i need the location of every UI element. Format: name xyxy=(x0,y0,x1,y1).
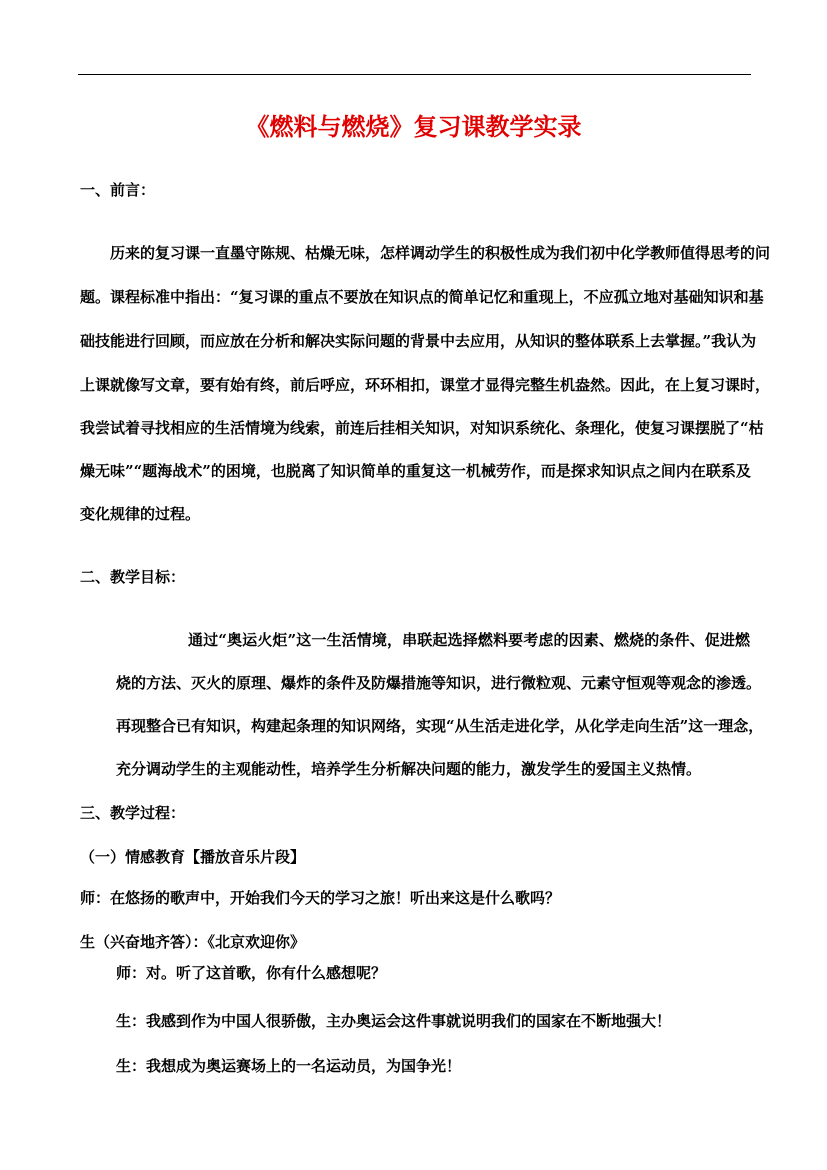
preface-line: 我尝试着寻找相应的生活情境为线索，前连后挂相关知识，对知识系统化、条理化，使复习课摆脱了“枯 xyxy=(80,419,764,437)
preface-line: 题。课程标准中指出：“复习课的重点不要放在知识点的简单记忆和重现上，不应孤立地对基础知识和基 xyxy=(80,288,764,306)
document-title: 《燃料与燃烧》复习课教学实录 xyxy=(245,112,582,141)
process-subheading: （一）情感教育【播放音乐片段】 xyxy=(80,848,306,866)
section-heading-preface: 一、前言： xyxy=(80,181,156,199)
dialogue-line: 师：在悠扬的歌声中，开始我们今天的学习之旅！听出来这是什么歌吗？ xyxy=(80,889,561,907)
goal-line: 通过“奥运火炬”这一生活情境，串联起选择燃料要考虑的因素、燃烧的条件、促进燃 xyxy=(188,631,750,649)
goal-line: 烧的方法、灭火的原理、爆炸的条件及防爆措施等知识，进行微粒观、元素守恒观等观念的渗透。 xyxy=(116,674,762,692)
dialogue-line: 生：我想成为奥运赛场上的一名运动员，为国争光！ xyxy=(116,1057,462,1075)
header-rule xyxy=(78,74,751,75)
preface-line: 历来的复习课一直墨守陈规、枯燥无味，怎样调动学生的积极性成为我们初中化学教师值得思考的问 xyxy=(110,244,771,262)
preface-line: 变化规律的过程。 xyxy=(80,505,201,523)
goal-line: 再现整合已有知识，构建起条理的知识网络，实现“从生活走进化学，从化学走向生活”这一理念， xyxy=(116,717,764,735)
dialogue-line: 师：对。听了这首歌，你有什么感想呢？ xyxy=(116,964,387,982)
dialogue-line: 生（兴奋地齐答）：《北京欢迎你》 xyxy=(80,933,306,951)
preface-line: 础技能进行回顾，而应放在分析和解决实际问题的背景中去应用，从知识的整体联系上去掌握。”我认为 xyxy=(80,332,757,350)
section-heading-goals: 二、教学目标： xyxy=(80,568,186,586)
dialogue-line: 生：我感到作为中国人很骄傲，主办奥运会这件事就说明我们的国家在不断地强大！ xyxy=(116,1012,672,1030)
preface-line: 燥无味”“题海战术”的困境，也脱离了知识简单的重复这一机械劳作，而是探求知识点之间内在联系及 xyxy=(80,462,751,480)
goal-line: 充分调动学生的主观能动性，培养学生分析解决问题的能力，激发学生的爱国主义热情。 xyxy=(116,760,702,778)
preface-line: 上课就像写文章，要有始有终，前后呼应，环环相扣，课堂才显得完整生机盎然。因此，在上复习课时， xyxy=(80,376,771,394)
section-heading-process: 三、教学过程： xyxy=(80,804,186,822)
